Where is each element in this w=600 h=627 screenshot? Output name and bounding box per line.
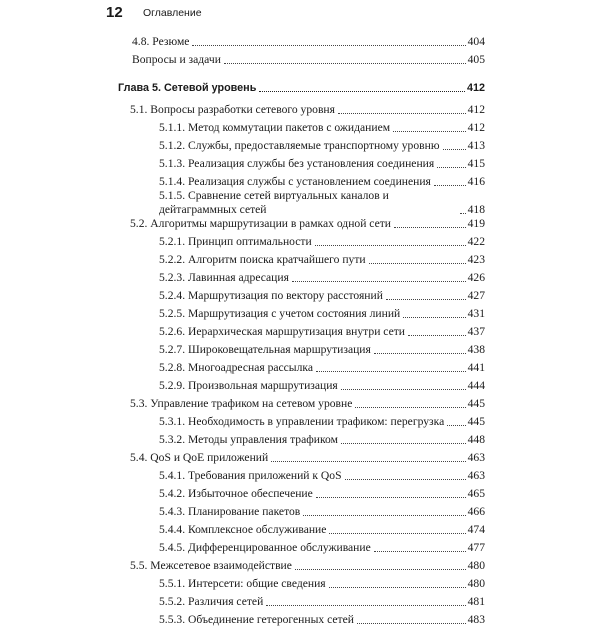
dot-leader: [369, 263, 466, 264]
toc-entry[interactable]: [159, 341, 485, 357]
toc-entry-number: 5.5.3.: [159, 613, 186, 626]
dot-leader: [394, 227, 466, 228]
toc-entry-title: Методы управления трафиком: [188, 433, 338, 446]
toc-entry-number: 5.1.: [130, 103, 148, 116]
toc-entry-page: 466: [467, 505, 485, 518]
toc-entry-number: 5.1.4.: [159, 175, 186, 188]
toc-entry-page: 477: [467, 541, 485, 554]
dot-leader: [271, 461, 465, 462]
toc-entry-page: 413: [467, 139, 485, 152]
toc-entry-title: Вопросы разработки сетевого уровня: [150, 103, 335, 116]
toc-entry-title: Маршрутизация с учетом состояния линий: [188, 307, 401, 320]
toc-entry-page: 465: [467, 487, 485, 500]
toc-entry[interactable]: [159, 467, 485, 483]
dot-leader: [316, 371, 466, 372]
toc-entry-number: 5.2.2.: [159, 253, 186, 266]
toc-entry-title: Дифференцированное обслуживание: [188, 541, 371, 554]
dot-leader: [393, 131, 466, 132]
toc-entry-title: Иерархическая маршрутизация внутри сети: [188, 325, 405, 338]
toc-entry-title: Принцип оптимальности: [188, 235, 312, 248]
toc-entry-page: 423: [467, 253, 485, 266]
toc-entry[interactable]: [159, 377, 485, 393]
toc-entry-title: Избыточное обеспечение: [188, 487, 313, 500]
toc-entry[interactable]: [159, 539, 485, 555]
toc-entry-page: 419: [467, 217, 485, 230]
toc-chapter-entry[interactable]: [118, 79, 485, 95]
dot-leader: [447, 425, 465, 426]
dot-leader: [403, 317, 465, 318]
toc-entry-title: Различия сетей: [188, 595, 264, 608]
toc-entry-number: 5.4.2.: [159, 487, 186, 500]
toc-entry-number: 5.1.5.: [159, 189, 186, 202]
toc-entry-page: 418: [467, 203, 485, 216]
toc-entry-page: 422: [467, 235, 485, 248]
toc-entry[interactable]: [159, 187, 485, 217]
toc-entry-title: Требования приложений к QoS: [188, 469, 342, 482]
toc-entry-title: Планирование пакетов: [188, 505, 301, 518]
toc-entry-page: 431: [467, 307, 485, 320]
toc-entry-page: 415: [467, 157, 485, 170]
dot-leader: [341, 389, 466, 390]
toc-entry-title: Службы, предоставляемые транспортному уровню: [188, 139, 440, 152]
toc-entry-number: 5.4.4.: [159, 523, 186, 536]
toc-entry-number: 5.1.1.: [159, 121, 186, 134]
toc-entry-title: Межсетевое взаимодействие: [150, 559, 292, 572]
toc-entry-number: 5.5.: [130, 559, 148, 572]
toc-entry-number: 5.5.1.: [159, 577, 186, 590]
dot-leader: [357, 623, 466, 624]
toc-entry[interactable]: [159, 593, 485, 609]
toc-entry[interactable]: [159, 233, 485, 249]
toc-entry-page: 448: [467, 433, 485, 446]
dot-leader: [443, 149, 466, 150]
toc-entry-number: 5.2.5.: [159, 307, 186, 320]
toc-entry-number: 5.2.9.: [159, 379, 186, 392]
toc-entry-title: Управление трафиком на сетевом уровне: [150, 397, 353, 410]
toc-entry-title: Метод коммутации пакетов с ожиданием: [188, 121, 391, 134]
toc-entry-number: 5.3.1.: [159, 415, 186, 428]
toc-entry-title: Объединение гетерогенных сетей: [188, 613, 354, 626]
dot-leader: [434, 185, 466, 186]
toc-entry-page: 441: [467, 361, 485, 374]
toc-entry[interactable]: [159, 521, 485, 537]
toc-entry-title: Реализация службы без установления соединения: [188, 157, 435, 170]
toc-entry[interactable]: [159, 503, 485, 519]
toc-entry[interactable]: [159, 575, 485, 591]
dot-leader: [224, 63, 466, 64]
toc-entry[interactable]: [159, 359, 485, 375]
toc-entry[interactable]: [159, 137, 485, 153]
dot-leader: [295, 569, 466, 570]
toc-entry[interactable]: [159, 251, 485, 267]
toc-entry-title: Сравнение сетей виртуальных каналов и дейтаграммных сетей: [159, 189, 389, 216]
dot-leader: [292, 281, 466, 282]
toc-entry[interactable]: [159, 413, 485, 429]
toc-entry-number: 5.4.1.: [159, 469, 186, 482]
toc-entry[interactable]: [159, 323, 485, 339]
toc-entry[interactable]: [159, 287, 485, 303]
toc-entry-title: Интерсети: общие сведения: [188, 577, 326, 590]
toc-entry-title: Широковещательная маршрутизация: [188, 343, 371, 356]
page-number: 12: [106, 4, 123, 21]
dot-leader: [374, 353, 466, 354]
toc-entry-number: 5.4.3.: [159, 505, 186, 518]
toc-entry-title: Необходимость в управлении трафиком: перегрузка: [188, 415, 445, 428]
toc-entry-title: Сетевой уровень: [163, 82, 257, 94]
dot-leader: [329, 587, 466, 588]
toc-entry-page: 483: [467, 613, 485, 626]
toc-entry[interactable]: [130, 449, 485, 465]
toc-entry-page: 427: [467, 289, 485, 302]
dot-leader: [460, 213, 466, 214]
dot-leader: [374, 551, 466, 552]
toc-entry-page: 480: [467, 559, 485, 572]
toc-entry-page: 426: [467, 271, 485, 284]
toc-entry-title: QoS и QoE приложений: [150, 451, 269, 464]
dot-leader: [192, 45, 465, 46]
toc-entry[interactable]: [130, 215, 485, 231]
toc-entry-page: 437: [467, 325, 485, 338]
toc-entry-title: Лавинная адресация: [188, 271, 289, 284]
dot-leader: [437, 167, 465, 168]
toc-entry-page: 412: [467, 103, 485, 116]
toc-entry-number: 5.2.3.: [159, 271, 186, 284]
toc-entry[interactable]: [159, 611, 485, 627]
toc-entry-title: Многоадресная рассылка: [188, 361, 313, 374]
toc-entry-number: 5.2.: [130, 217, 148, 230]
toc-entry-page: 412: [467, 121, 485, 134]
toc-entry-number: 5.2.7.: [159, 343, 186, 356]
toc-entry[interactable]: [130, 557, 485, 573]
toc-entry-page: 405: [467, 53, 485, 66]
dot-leader: [259, 91, 465, 92]
toc-entry-number: 4.8.: [132, 35, 150, 48]
toc-entry-page: 438: [467, 343, 485, 356]
dot-leader: [266, 605, 465, 606]
toc-entry[interactable]: [132, 51, 485, 67]
toc-entry[interactable]: [130, 101, 485, 117]
toc-entry-title: Алгоритм поиска кратчайшего пути: [188, 253, 366, 266]
toc-entry[interactable]: [130, 395, 485, 411]
toc-entry-number: 5.4.5.: [159, 541, 186, 554]
toc-entry-page: 404: [467, 35, 485, 48]
dot-leader: [316, 497, 466, 498]
toc-entry-page: 463: [467, 451, 485, 464]
toc-entry-number: Глава 5.: [118, 82, 161, 94]
toc-entry-number: 5.2.8.: [159, 361, 186, 374]
toc-entry-number: 5.2.1.: [159, 235, 186, 248]
toc-entry-title: Комплексное обслуживание: [188, 523, 327, 536]
toc-entry-title: Реализация службы с установлением соединения: [188, 175, 431, 188]
toc-entry[interactable]: [159, 119, 485, 135]
toc-entry-title: Произвольная маршрутизация: [188, 379, 338, 392]
toc-entry-number: 5.3.2.: [159, 433, 186, 446]
toc-entry-page: 444: [467, 379, 485, 392]
toc-entry[interactable]: [159, 269, 485, 285]
dot-leader: [303, 515, 465, 516]
toc-entry[interactable]: [159, 431, 485, 447]
toc-entry-title: Резюме: [152, 35, 190, 48]
toc-entry-page: 480: [467, 577, 485, 590]
toc-entry[interactable]: [159, 305, 485, 321]
dot-leader: [355, 407, 465, 408]
toc-entry-page: 416: [467, 175, 485, 188]
dot-leader: [386, 299, 466, 300]
toc-entry-page: 445: [467, 415, 485, 428]
toc-entry[interactable]: [159, 155, 485, 171]
dot-leader: [408, 335, 466, 336]
dot-leader: [329, 533, 465, 534]
toc-entry-title: Алгоритмы маршрутизации в рамках одной сети: [150, 217, 392, 230]
toc-entry[interactable]: [132, 33, 485, 49]
toc-entry-number: 5.3.: [130, 397, 148, 410]
toc-entry-page: 481: [467, 595, 485, 608]
toc-entry-number: 5.1.3.: [159, 157, 186, 170]
toc-entry-number: 5.2.4.: [159, 289, 186, 302]
toc-entry-page: 412: [466, 82, 485, 94]
toc-entry-number: 5.1.2.: [159, 139, 186, 152]
toc-entry-page: 445: [467, 397, 485, 410]
dot-leader: [338, 113, 466, 114]
toc-entry-page: 474: [467, 523, 485, 536]
dot-leader: [341, 443, 466, 444]
toc-entry-title: Маршрутизация по вектору расстояний: [188, 289, 383, 302]
toc-entry-title: Вопросы и задачи: [132, 53, 221, 66]
running-title: Оглавление: [143, 7, 202, 19]
toc-entry-number: 5.2.6.: [159, 325, 186, 338]
toc-entry[interactable]: [159, 485, 485, 501]
toc-entry-number: 5.4.: [130, 451, 148, 464]
toc-entry-page: 463: [467, 469, 485, 482]
dot-leader: [345, 479, 466, 480]
dot-leader: [315, 245, 466, 246]
toc-entry-number: 5.5.2.: [159, 595, 186, 608]
